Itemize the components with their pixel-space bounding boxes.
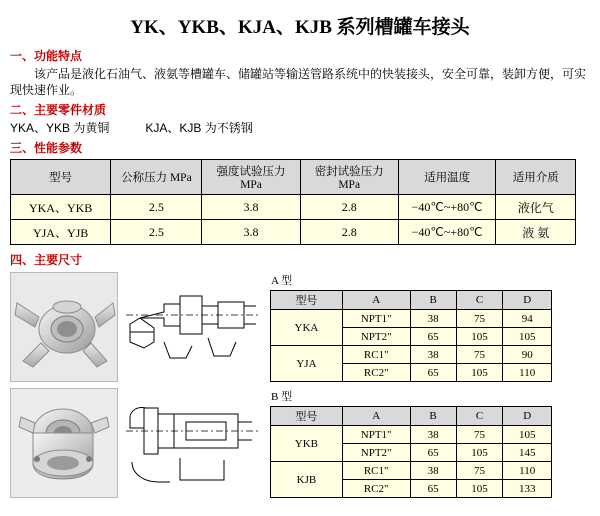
dimension-table-block-a <box>270 272 552 382</box>
dim-b-cell-a: NPT1" <box>342 426 410 444</box>
materials-stainless: KJA、KJB 为不锈钢 <box>145 121 253 135</box>
dim-b-cell-a: RC2" <box>342 480 410 498</box>
dim-a-cell-b: 65 <box>410 328 456 346</box>
dim-a-header-c: C <box>456 291 503 310</box>
table-header-row <box>271 407 552 426</box>
spec-cell-temperature: −40℃~+80℃ <box>398 195 496 220</box>
spec-cell-strength-test: 3.8 <box>202 195 300 220</box>
dim-a-cell-model: YKA <box>271 310 343 346</box>
figures-area <box>10 272 590 498</box>
spec-header-nominal-pressure: 公称压力 MPa <box>111 160 202 195</box>
spec-cell-strength-test: 3.8 <box>202 220 300 245</box>
dim-b-cell-d: 105 <box>503 426 552 444</box>
spec-header-temperature: 适用温度 <box>398 160 496 195</box>
features-paragraph: 该产品是液化石油气、液氨等槽罐车、储罐站等输送管路系统中的快装接头，安全可靠，装卸方便，可实现快速作业。 <box>10 67 587 97</box>
coupling-drawing-b-graphic <box>124 388 260 496</box>
dimension-table-b <box>270 406 552 498</box>
table-header-row <box>11 160 576 195</box>
spec-header-model: 型号 <box>11 160 111 195</box>
type-label-a: A 型 <box>271 275 293 287</box>
dim-a-cell-a: RC2" <box>342 364 410 382</box>
type-label-b: B 型 <box>271 391 293 403</box>
dim-b-header-a: A <box>342 407 410 426</box>
figure-row-type-b <box>10 388 590 498</box>
dim-a-cell-c: 75 <box>456 346 503 364</box>
dim-b-cell-a: NPT2" <box>342 444 410 462</box>
dim-a-cell-c: 105 <box>456 328 503 346</box>
dim-b-cell-model: YKB <box>271 426 343 462</box>
dimension-table-a <box>270 290 552 382</box>
page-title: YK、YKB、KJA、KJB 系列槽罐车接头 <box>130 17 470 38</box>
spec-cell-nominal-pressure: 2.5 <box>111 195 202 220</box>
table-row <box>271 346 552 364</box>
dim-a-header-b: B <box>410 291 456 310</box>
table-header-row <box>271 291 552 310</box>
table-row <box>11 195 576 220</box>
dim-b-cell-b: 65 <box>410 444 456 462</box>
dim-a-cell-d: 110 <box>503 364 552 382</box>
performance-spec-table <box>10 159 576 245</box>
dim-a-cell-a: RC1" <box>342 346 410 364</box>
dim-b-cell-d: 133 <box>503 480 552 498</box>
dim-a-cell-b: 38 <box>410 310 456 328</box>
dim-b-cell-b: 65 <box>410 480 456 498</box>
dim-b-header-c: C <box>456 407 503 426</box>
spec-cell-medium: 液化气 <box>496 195 576 220</box>
section-heading-materials: 二、主要零件材质 <box>10 103 107 117</box>
materials-line <box>10 120 590 136</box>
coupling-drawing-a-graphic <box>124 272 260 380</box>
dim-b-cell-a: RC1" <box>342 462 410 480</box>
dim-a-cell-model: YJA <box>271 346 343 382</box>
dim-b-cell-c: 75 <box>456 462 503 480</box>
coupling-photo-type-b <box>10 388 118 498</box>
dim-a-cell-c: 75 <box>456 310 503 328</box>
dim-b-header-b: B <box>410 407 456 426</box>
dim-b-cell-c: 105 <box>456 480 503 498</box>
table-row <box>271 462 552 480</box>
dim-a-cell-d: 94 <box>503 310 552 328</box>
dim-a-cell-b: 65 <box>410 364 456 382</box>
spec-cell-model: YJA、YJB <box>11 220 111 245</box>
coupling-drawing-type-a <box>124 272 260 380</box>
dim-b-cell-d: 145 <box>503 444 552 462</box>
spec-cell-model: YKA、YKB <box>11 195 111 220</box>
spec-header-seal-test: 密封试验压力 MPa <box>300 160 398 195</box>
table-row <box>11 220 576 245</box>
spec-cell-medium: 液 氨 <box>496 220 576 245</box>
dim-a-header-d: D <box>503 291 552 310</box>
dim-a-cell-d: 90 <box>503 346 552 364</box>
spec-cell-seal-test: 2.8 <box>300 220 398 245</box>
coupling-photo-type-a <box>10 272 118 382</box>
table-row <box>271 426 552 444</box>
dim-b-cell-c: 105 <box>456 444 503 462</box>
dim-a-cell-c: 105 <box>456 364 503 382</box>
materials-brass: YKA、YKB 为黄铜 <box>10 121 110 135</box>
dim-b-cell-c: 75 <box>456 426 503 444</box>
dim-a-cell-d: 105 <box>503 328 552 346</box>
dim-a-header-a: A <box>342 291 410 310</box>
dim-a-cell-a: NPT2" <box>342 328 410 346</box>
dim-b-cell-b: 38 <box>410 462 456 480</box>
dim-b-header-d: D <box>503 407 552 426</box>
dimension-table-block-b <box>270 388 552 498</box>
figure-row-type-a <box>10 272 590 382</box>
dim-b-cell-model: KJB <box>271 462 343 498</box>
dim-a-header-model: 型号 <box>271 291 343 310</box>
dim-b-header-model: 型号 <box>271 407 343 426</box>
spec-header-medium: 适用介质 <box>496 160 576 195</box>
section-heading-dimensions: 四、主要尺寸 <box>10 253 83 267</box>
spec-header-strength-test: 强度试验压力 MPa <box>202 160 300 195</box>
dim-a-cell-b: 38 <box>410 346 456 364</box>
section-heading-performance: 三、性能参数 <box>10 141 83 155</box>
table-row <box>271 310 552 328</box>
spec-cell-seal-test: 2.8 <box>300 195 398 220</box>
section-heading-features: 一、功能特点 <box>10 49 83 63</box>
spec-cell-temperature: −40℃~+80℃ <box>398 220 496 245</box>
coupling-photo-b-graphic <box>11 389 117 497</box>
dim-b-cell-d: 110 <box>503 462 552 480</box>
dim-b-cell-b: 38 <box>410 426 456 444</box>
spec-cell-nominal-pressure: 2.5 <box>111 220 202 245</box>
dim-a-cell-a: NPT1" <box>342 310 410 328</box>
coupling-drawing-type-b <box>124 388 260 496</box>
coupling-photo-a-graphic <box>11 273 117 381</box>
